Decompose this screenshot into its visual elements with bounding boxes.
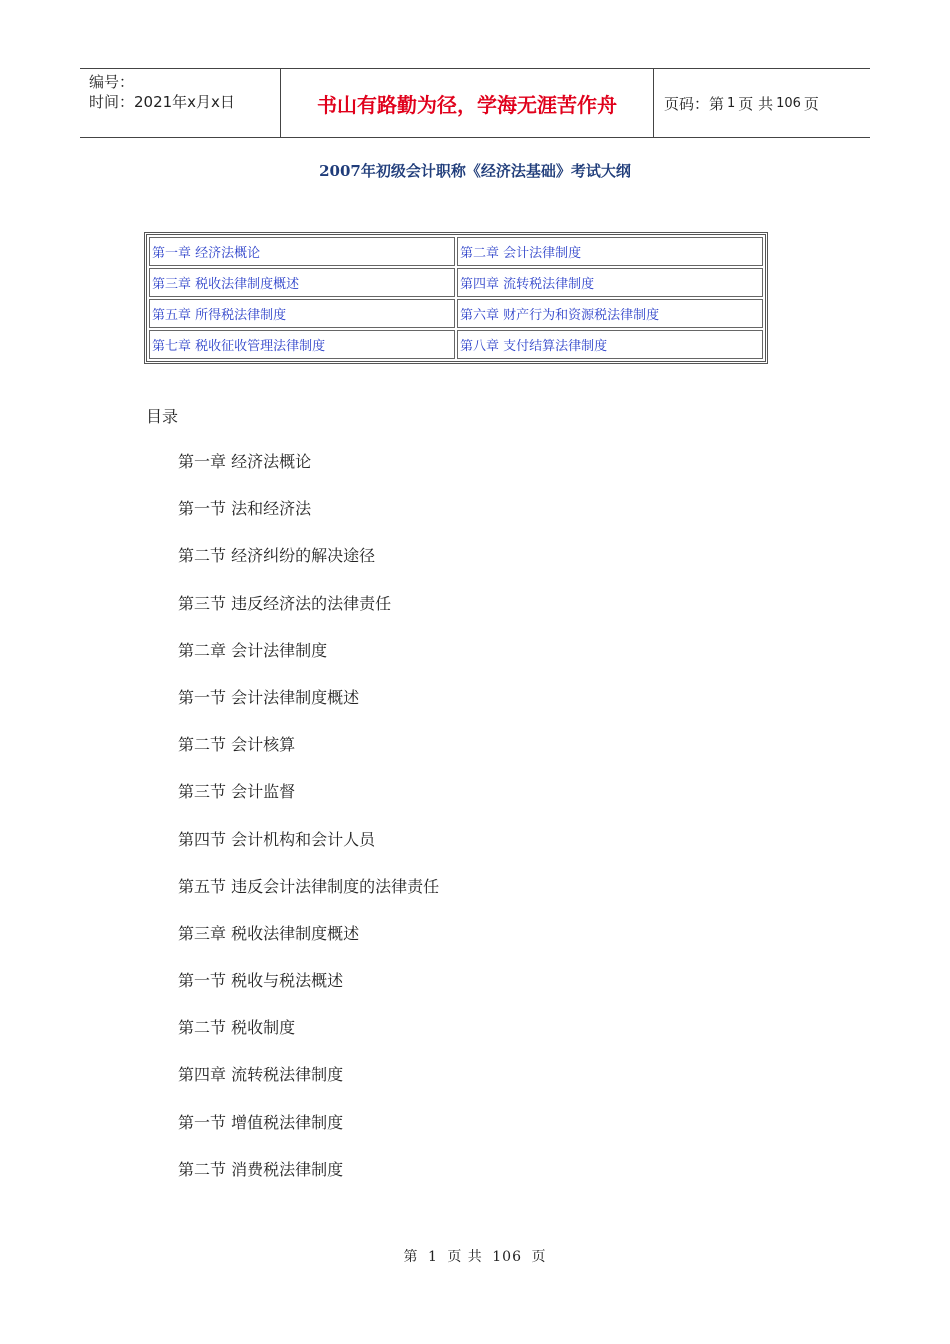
document-title: 2007年初级会计职称《经济法基础》考试大纲 — [319, 162, 631, 180]
chapter-link[interactable]: 第八章 支付结算法律制度 — [457, 330, 763, 359]
page-prefix: 页码：第 — [664, 94, 725, 113]
page-total: 106 — [776, 95, 801, 111]
list-item: 第三节 违反经济法的法律责任 — [178, 593, 392, 613]
chapter-link[interactable]: 第七章 税收征收管理法律制度 — [149, 330, 455, 359]
page-header — [80, 68, 870, 138]
header-motto: 书山有路勤为径，学海无涯苦作舟 — [281, 69, 654, 137]
list-item: 第一节 增值税法律制度 — [178, 1112, 344, 1132]
list-item: 第二章 会计法律制度 — [178, 640, 328, 660]
number-label: 编号： — [89, 73, 135, 91]
table-row — [149, 268, 763, 297]
time-label: 时间：2021年x月x日 — [89, 93, 235, 111]
list-item: 第一节 法和经济法 — [178, 499, 312, 519]
list-item: 第二节 会计核算 — [178, 735, 296, 755]
chapter-link[interactable]: 第三章 税收法律制度概述 — [149, 268, 455, 297]
list-item: 第五节 违反会计法律制度的法律责任 — [178, 876, 440, 896]
footer-mid: 页 共 — [447, 1249, 483, 1265]
page-footer — [0, 1246, 950, 1266]
page-mid: 页 共 — [738, 94, 774, 113]
list-item: 第四章 流转税法律制度 — [178, 1065, 344, 1085]
toc-list — [178, 450, 439, 1205]
list-item: 第一章 经济法概论 — [178, 452, 312, 471]
chapter-link[interactable]: 第五章 所得税法律制度 — [149, 299, 455, 328]
header-meta — [80, 69, 281, 137]
table-row — [149, 330, 763, 359]
table-row — [149, 299, 763, 328]
page-suffix: 页 — [803, 94, 819, 113]
list-item: 第二节 税收制度 — [178, 1018, 296, 1038]
table-row — [149, 237, 763, 266]
list-item: 第三章 税收法律制度概述 — [178, 923, 360, 943]
list-item: 第一节 税收与税法概述 — [178, 971, 344, 991]
chapter-link[interactable]: 第一章 经济法概论 — [149, 237, 455, 266]
toc-heading: 目录 — [146, 407, 179, 426]
chapter-link-table — [144, 232, 768, 364]
list-item: 第四节 会计机构和会计人员 — [178, 829, 376, 849]
list-item: 第三节 会计监督 — [178, 782, 296, 802]
footer-suffix: 页 — [531, 1249, 547, 1265]
chapter-link[interactable]: 第四章 流转税法律制度 — [457, 268, 763, 297]
list-item: 第二节 经济纠纷的解决途径 — [178, 546, 376, 566]
list-item: 第二节 消费税法律制度 — [178, 1159, 344, 1179]
footer-total: 106 — [492, 1249, 522, 1265]
list-item: 第一节 会计法律制度概述 — [178, 687, 360, 707]
footer-prefix: 第 — [403, 1249, 419, 1265]
chapter-link[interactable]: 第二章 会计法律制度 — [457, 237, 763, 266]
page-current: 1 — [727, 95, 736, 111]
footer-current: 1 — [427, 1249, 438, 1265]
chapter-link[interactable]: 第六章 财产行为和资源税法律制度 — [457, 299, 763, 328]
header-page-info — [654, 69, 870, 137]
